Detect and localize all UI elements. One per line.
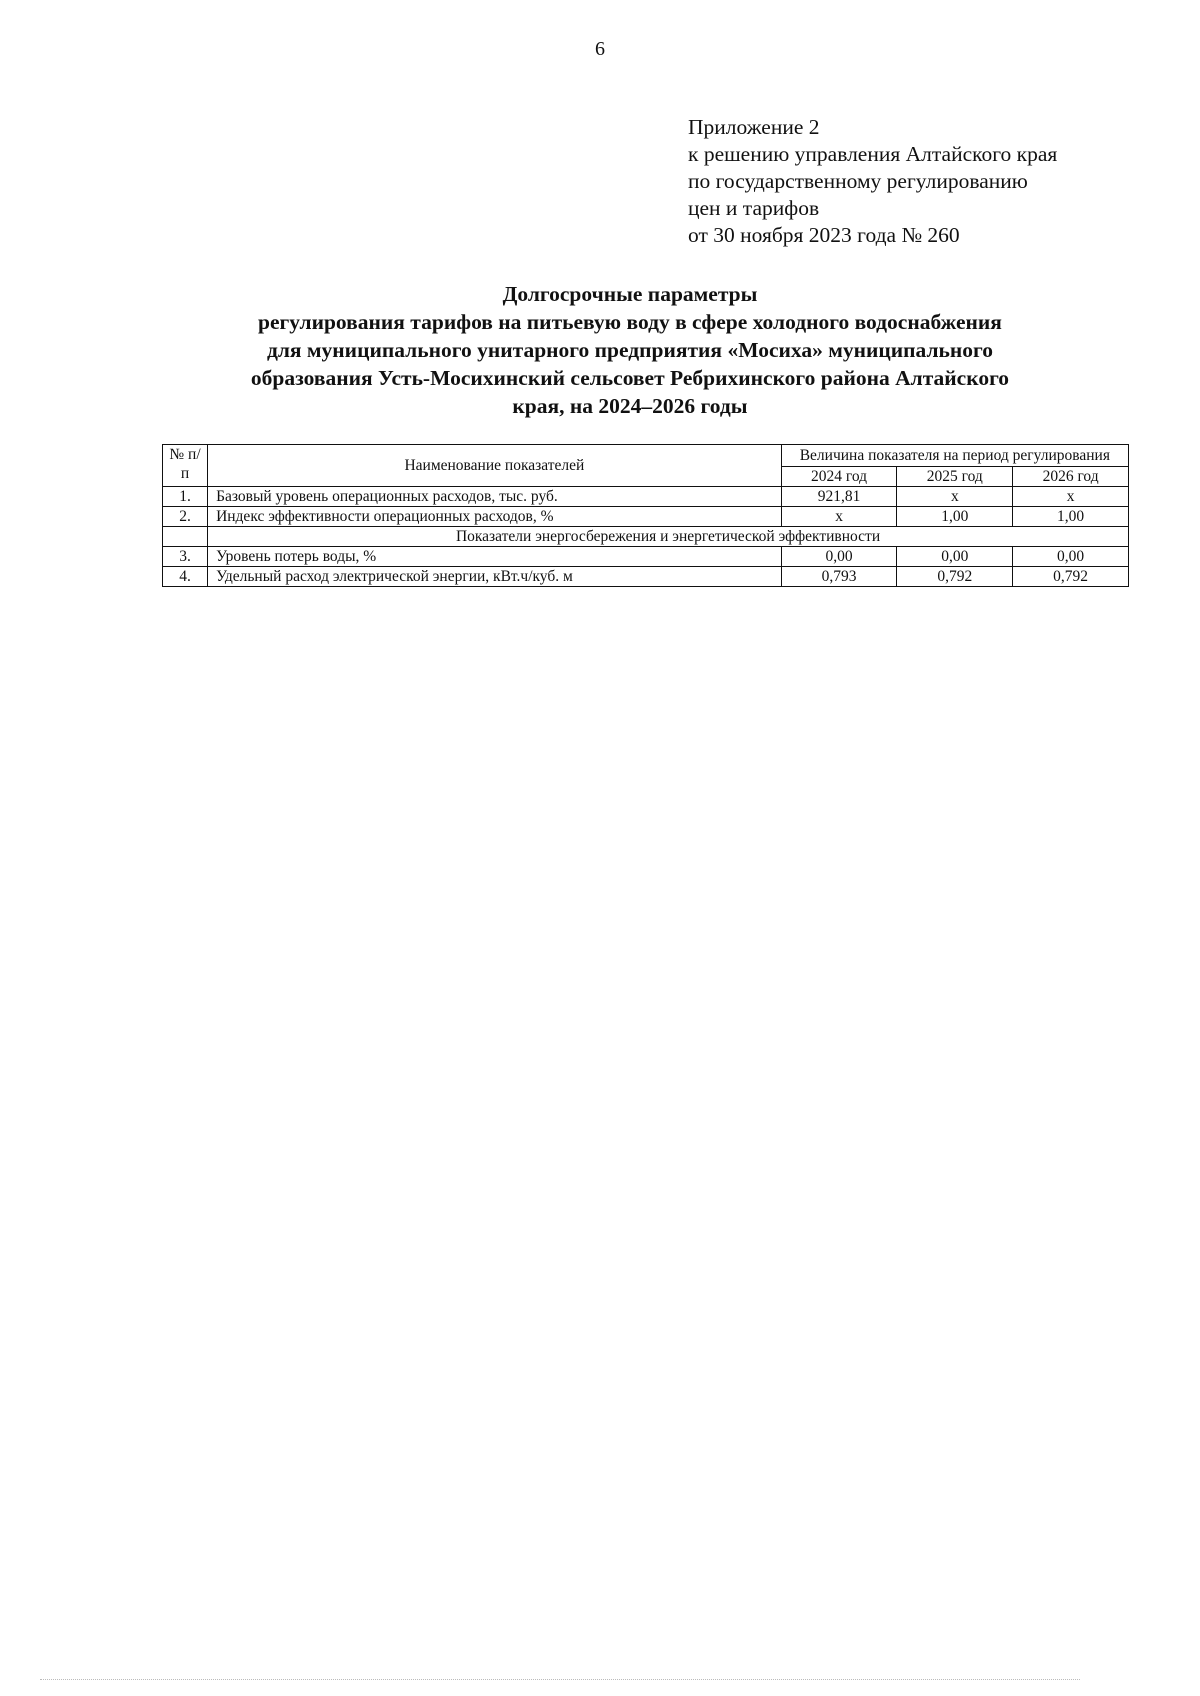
appendix-line: цен и тарифов	[688, 196, 820, 220]
title-line: образования Усть-Мосихинский сельсовет Ребрихинского района Алтайского	[250, 366, 1010, 390]
title-line: края, на 2024–2026 годы	[512, 394, 748, 418]
table-row	[163, 507, 1129, 527]
appendix-block	[688, 114, 1057, 249]
row-name: Базовый уровень операционных расходов, тыс. руб.	[208, 487, 782, 507]
row-value: 0,00	[1013, 547, 1129, 567]
row-value: 0,00	[897, 547, 1013, 567]
section-num-empty	[163, 527, 208, 547]
row-value: 0,792	[1013, 567, 1129, 587]
header-period: Величина показателя на период регулирования	[781, 445, 1128, 467]
row-value: х	[781, 507, 897, 527]
table-row	[163, 547, 1129, 567]
header-year: 2025 год	[897, 467, 1013, 487]
row-name: Удельный расход электрической энергии, кВт.ч/куб. м	[208, 567, 782, 587]
row-num: 2.	[163, 507, 208, 527]
row-value: 0,793	[781, 567, 897, 587]
title-line: регулирования тарифов на питьевую воду в сфере холодного водоснабжения	[258, 310, 1002, 334]
section-title: Показатели энергосбережения и энергетической эффективности	[208, 527, 1129, 547]
table-header-row	[163, 445, 1129, 467]
row-value: х	[897, 487, 1013, 507]
header-name: Наименование показателей	[208, 445, 782, 487]
table-row	[163, 487, 1129, 507]
page-number: 6	[595, 38, 605, 60]
row-value: 0,00	[781, 547, 897, 567]
title-line: Долгосрочные параметры	[502, 282, 758, 306]
appendix-line: Приложение 2	[688, 115, 820, 139]
header-year: 2024 год	[781, 467, 897, 487]
title-line: для муниципального унитарного предприятия «Мосиха» муниципального	[266, 338, 994, 362]
table-row	[163, 567, 1129, 587]
parameters-table	[162, 444, 1129, 587]
table-section-row	[163, 527, 1129, 547]
appendix-line: к решению управления Алтайского края	[688, 142, 1058, 166]
header-num: № п/п	[163, 445, 208, 487]
row-value: 1,00	[1013, 507, 1129, 527]
row-value: 0,792	[897, 567, 1013, 587]
row-name: Индекс эффективности операционных расходов, %	[208, 507, 782, 527]
scan-footer-line	[40, 1679, 1080, 1680]
row-name: Уровень потерь воды, %	[208, 547, 782, 567]
appendix-line: по государственному регулированию	[688, 169, 1028, 193]
row-num: 3.	[163, 547, 208, 567]
row-num: 1.	[163, 487, 208, 507]
document-title	[200, 280, 1060, 420]
header-year: 2026 год	[1013, 467, 1129, 487]
row-num: 4.	[163, 567, 208, 587]
row-value: х	[1013, 487, 1129, 507]
row-value: 921,81	[781, 487, 897, 507]
appendix-line: от 30 ноября 2023 года № 260	[688, 223, 960, 247]
row-value: 1,00	[897, 507, 1013, 527]
